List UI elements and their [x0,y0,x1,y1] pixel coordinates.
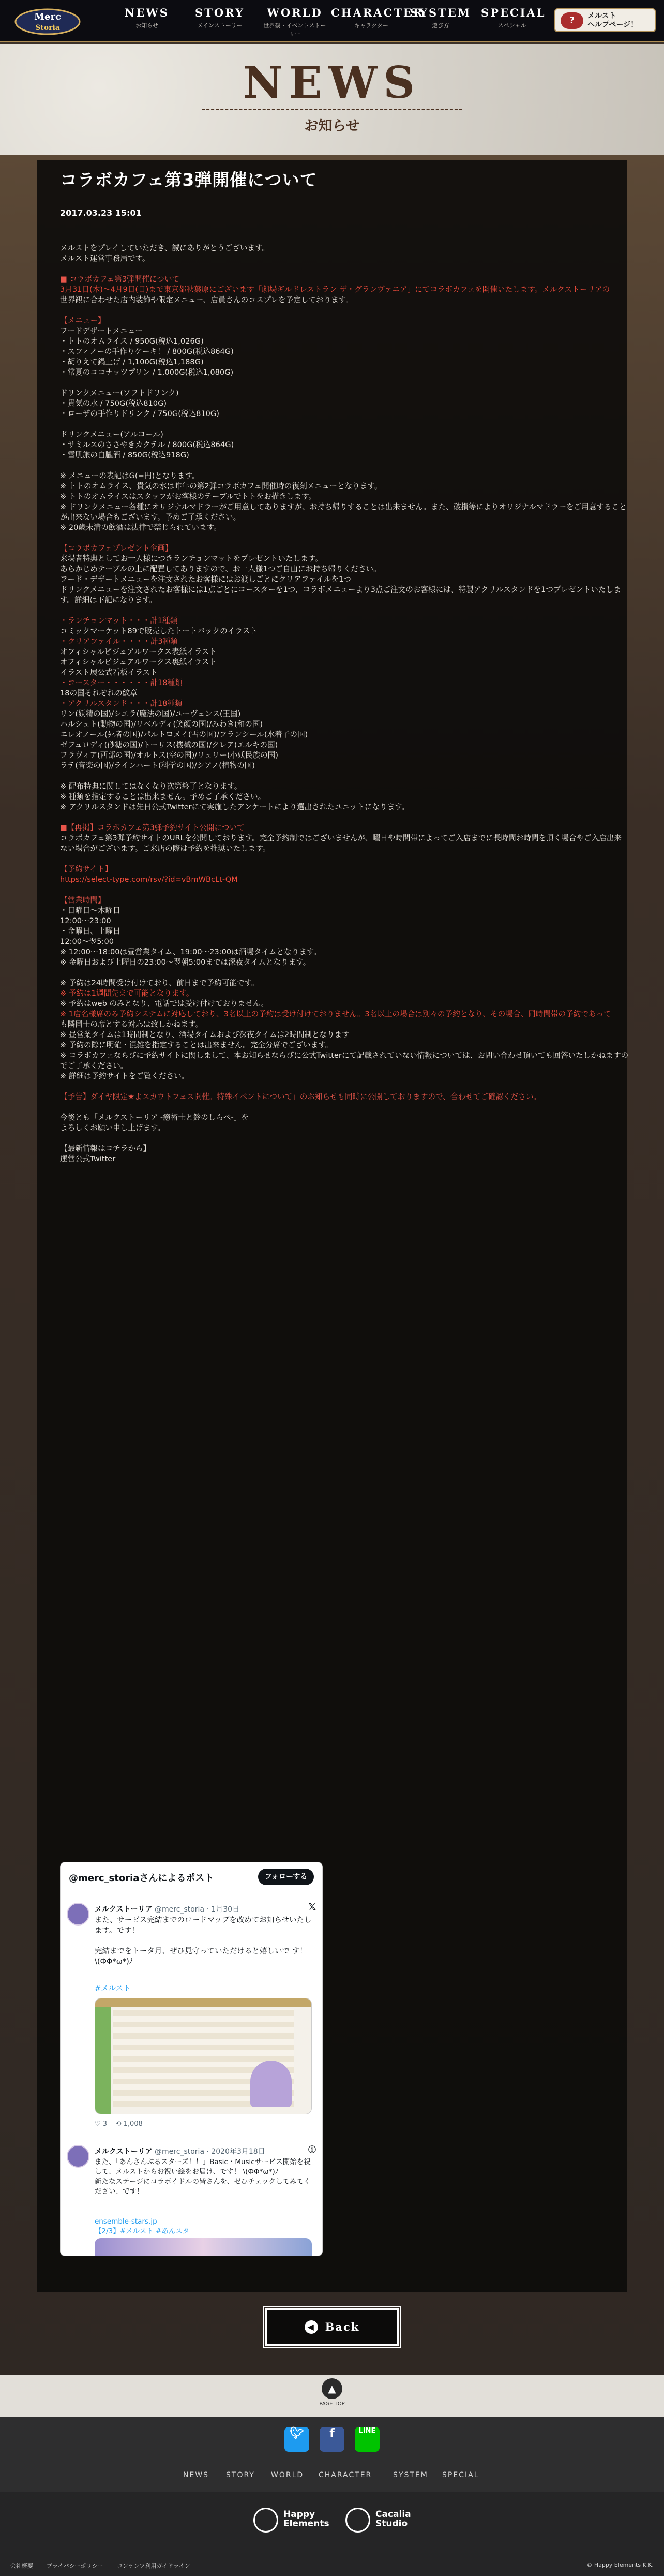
footer-nav-special[interactable]: SPECIAL [442,2471,479,2479]
footer-nav-system[interactable]: SYSTEM [393,2471,428,2479]
article-line: ※ 金曜日および土曜日の23:00〜翌朝5:00までは深夜タイムとなります。 [60,958,311,967]
article-spacer [60,1133,608,1144]
avatar[interactable] [67,1903,89,1926]
article-spacer [60,968,608,978]
nav-news-sub: お知らせ [135,22,158,29]
nav-special-label: SPECIAL [481,6,546,19]
nav-world-sub: 世界観・イベントストーリー [263,22,326,37]
article-line: ・トトのオムライス / 950G(税込1,026G) [60,337,204,346]
page-title: NEWS [243,57,421,108]
article-line: ■【再掲】コラボカフェ第3弾予約サイト公開について [60,823,245,832]
article-line: ※ 20歳未満の飲酒は法律で禁じられています。 [60,523,221,532]
article-line: 【予約サイト】 [60,865,113,874]
article-body [60,243,629,1164]
article-line: ハルシュト(動物の国)/リベルディ(笑顔の国)/みわき(和の国) [60,720,263,729]
article-line: イラスト展公式看板イラスト [60,668,158,677]
article-line: ない場合がございます。ご来店の際は予約を推奨いたします。 [60,844,270,853]
article-line: ※ ドリンクメニュー各種にオリジナルマドラーがご用意してありますが、お持ち帰りすることは出来ません。また、破損等によりオリジナルマドラーをご用意すること [60,502,627,511]
article-line: 【予告】ダイヤ限定★よスカウトフェス開催。特殊イベントについて」のお知らせも同時に公開しておりますので、合わせてご確認ください。 [60,1092,541,1101]
article-line: ※ 予約の際に明確・混雑を指定することは出来ません。完全分席でございます。 [60,1041,333,1049]
page-top-button[interactable] [316,2378,348,2411]
brand-name [375,2510,411,2528]
article-line: オフィシャルビジュアルワークス裏紙イラスト [60,658,217,667]
article-line: ※ 1店名様席のみ予約システムに対応しており、3名以上の予約は受け付けておりません。3名以上の場合は別々の予約となり、その場合、同時間帯の予約であって [60,1010,611,1018]
tweet-hashtag[interactable]: #メルスト [95,1985,131,1993]
article-line: ・コースター・・・・・・計18種類 [60,678,183,687]
x-logo-icon[interactable]: 𝕏 [308,1902,316,1913]
article-spacer [60,305,608,316]
image-band [95,1998,312,2007]
article-line: ※ 予約はweb のみとなり、電話では受け付けておりません。 [60,999,268,1008]
cacalia-studio-logo[interactable] [345,2505,418,2536]
info-icon[interactable]: ⓘ [308,2145,316,2154]
twitter-embed-title: @merc_storiaさんによるポスト [69,1873,214,1884]
article-line: ・雪肌旅の白朧酒 / 850G(税込918G) [60,451,189,460]
footer-nav-character[interactable]: CHARACTER [319,2471,372,2479]
happy-elements-mark [253,2508,278,2533]
article-title: コラボカフェ第3弾開催について [60,170,318,190]
heart-icon[interactable]: ♡ [95,2120,101,2128]
article-line: 今後とも「メルクストーリア -癒術士と鈴のしらべ-」を [60,1113,249,1122]
svg-text:Merc: Merc [34,11,61,22]
article-line: ・貴気の水 / 750G(税込810G) [60,399,167,408]
article-line: ラテ(音楽の国)/ラインハート(科学の国)/シアノ(植物の国) [60,761,255,770]
article-line: 18の国それぞれの紋章 [60,689,138,698]
nav-story[interactable] [189,6,251,37]
article-line: ・スフィノーの手作りケーキ！ / 800G(税込864G) [60,347,234,356]
article-line: も隣同士の席とする対応は致しかねます。 [60,1020,203,1029]
footer-link-guideline[interactable]: コンテンツ利用ガイドライン [117,2563,190,2569]
article-line: 運営公式Twitter [60,1154,116,1163]
article-line: ドリンクメニュー(ソフトドリンク) [60,389,179,397]
article-line: ■ コラボカフェ第3弾開催について [60,275,180,284]
article-line: ※ 配布特典に関してはなくなり次第終了となります。 [60,782,242,791]
happy-elements-logo[interactable] [253,2505,331,2536]
article-line: ※ メニューの表記はG(=円)となります。 [60,471,200,480]
article-line: 【最新情報はコチラから】 [60,1144,151,1153]
article-spacer [60,854,608,864]
page-top-label: PAGE TOP [319,2401,345,2407]
article-line: ・常夏のココナッツプリン / 1,000G(税込1,080G) [60,368,234,377]
nav-story-label: STORY [195,6,245,19]
article-spacer [60,378,608,388]
article-spacer [60,461,608,471]
tweet-text: また、サービス完結までのロードマップを改めてお知らせいたします。です！ 完結までをトータ月、ぜひ見守っていただけると嬉しいで す！ \(ФΦ*ω*)ﾉ [95,1916,312,1966]
article-line: が出来ない場合もございます。予めご了承ください。 [60,513,241,522]
article-line: リン(妖精の国)/シエラ(魔法の国)/ユーヴェンス(王国) [60,709,241,718]
article-line: ・金曜日、土曜日 [60,927,120,936]
article-date: 2017.03.23 15:01 [60,208,142,218]
article-line: 【メニュー】 [60,316,105,325]
tweet-image[interactable] [95,1998,312,2114]
nav-character[interactable] [331,6,424,37]
article-line: メルスト運営事務局です。 [60,254,150,263]
article-line: ※ 予約は24時間受け付けており、前日まで予約可能です。 [60,979,259,987]
article-line: ドリンクメニュー(アルコール) [60,430,163,439]
article-spacer [60,771,608,781]
article-line: ※ 12:00〜18:00は昼営業タイム、19:00〜23:00は酒場タイムとなります。 [60,948,321,956]
article-spacer [60,885,608,895]
footer-nav-world[interactable]: WORLD [271,2471,304,2479]
article-line: ・日曜日〜木曜日 [60,906,120,915]
article-line: ドリンクメニューを注文されたお客様には1点ごとにコースターを1つ、コラボメニューより3点ご注文のお客様には、特製アクリルスタンドを1つプレゼントいたしま [60,585,621,594]
help-line2: ヘルプページ！ [587,21,638,29]
article-spacer [60,1102,608,1113]
article-line: 来場者特典としてお一人様につきランチョンマットをプレゼントいたします。 [60,554,323,563]
twitter-timeline-embed[interactable] [60,1862,323,2256]
nav-character-sub: キャラクター [354,22,388,29]
article-line: 3月31日(木)〜4月9日(日)まで東京都秋葉原にございます「劇場ギルドレストラン ザ・グランヴァニア」にてコラボカフェを開催いたします。メルクストーリアの [60,285,610,294]
tweet-author[interactable] [95,1904,239,1914]
facebook-icon[interactable]: f [320,2427,344,2452]
twitter-embed-header [61,1862,322,1893]
footer-link-privacy[interactable]: プライバシーポリシー [47,2563,103,2569]
retweet-count: 1,008 [123,2120,143,2128]
title-divider [202,109,462,110]
like-count: 3 [102,2120,108,2128]
article-line: 世界観に合わせた店内装飾や限定メニュー、店員さんのコスプレを予定しております。 [60,295,353,304]
nav-character-label: CHARACTER [331,6,424,19]
image-column [95,2007,111,2114]
arrow-left-icon: ◀ [305,2320,318,2334]
article-line: あらかじめテーブルの上に配置してありますので、お一人様1つご自由にお持ち帰りください。 [60,565,381,573]
svg-text:Storia: Storia [35,24,60,32]
article-line: ・サミルスのささやきカクテル / 800G(税込864G) [60,440,234,449]
arrow-up-icon: ▲ [322,2378,342,2399]
nav-system-sub: 遊び方 [432,22,449,29]
avatar[interactable] [67,2145,89,2168]
helper-character-icon: ? [561,12,583,29]
follow-button[interactable]: フォローする [258,1869,314,1885]
tweet-author-name: メルクストーリア [95,1905,153,1914]
article-line: コミックマーケット89で販売したトートバックのイラスト [60,627,258,635]
tweet-image[interactable] [95,2238,312,2256]
article-line: ※ コラボカフェならびに予約サイトに関しまして、本お知らせならびに公式Twitterにて記載されていない情報については、お問い合わせ頂いても回答いたしかねますの [60,1051,629,1060]
article-line: 【営業時間】 [60,896,105,905]
article-line: エレオノール(死者の国)/パルトロメイ(雪の国)/フランシール(水着子の国) [60,730,308,739]
brand-line1: Cacalia [375,2509,411,2520]
back-label: Back [325,2320,360,2333]
tweet-link[interactable]: ensemble-stars.jp [95,2217,157,2226]
footer-nav-news[interactable]: NEWS [183,2471,209,2479]
article-line: ・ローザの手作りドリンク / 750G(税込810G) [60,409,219,418]
retweet-icon[interactable]: ⟲ [115,2120,122,2128]
nav-news[interactable] [116,6,178,37]
brand-line2: Studio [375,2519,408,2529]
twitter-icon[interactable]: 🐦︎ [284,2427,309,2452]
article-line: ※ 昼営業タイムは1時間制となり、酒場タイムおよび深夜タイムは2時間制となります [60,1030,350,1039]
nav-system-label: SYSTEM [410,6,472,19]
tweet-handle-date: @merc_storia · 1月30日 [155,1905,240,1914]
page-subtitle: お知らせ [304,118,360,134]
article-line: ※ トトのオムライス、貴気の水は昨年の第2弾コラボカフェ開催時の復刻メニューとなります。 [60,482,382,491]
article-line: フードデザートメニュー [60,327,143,335]
article-line[interactable]: https://select-type.com/rsv/?id=vBmWBcLt-QM [60,875,238,884]
article-line: ・クリアファイル・・・・計3種類 [60,637,178,646]
article-spacer [60,533,608,543]
merc-storia-logo[interactable] [11,4,89,37]
article-spacer [60,605,608,616]
article-line: ※ 予約は1週間先まで可能となります。 [60,989,194,998]
nav-world-label: WORLD [267,6,323,19]
site-header [0,0,664,42]
tweet-text: また、「あんさんぶるスターズ！！」Basic・Musicサービス開始を祝して、メルストからお祝い絵をお届け、です！ \(ФΦ*ω*)ﾉ 新たなステージにコラボイドルの皆さんを、ゼひチェックしてみてください、です！ [95,2158,311,2196]
nav-special-sub: スペシャル [497,22,526,29]
article-line: す。詳細は下記になります。 [60,596,157,604]
article-line: ※ アクリルスタンドは先日公式Twitterにて実施したアンケートにより選出されたユニットになります。 [60,803,410,811]
article-line: よろしくお願い申し上げます。 [60,1123,165,1132]
article-spacer [60,264,608,274]
article-line: 12:00〜23:00 [60,916,111,925]
article-line: でご了承ください。 [60,1061,128,1070]
page-title-banner [0,44,664,155]
brand-line2: Elements [283,2519,329,2529]
article-spacer [60,1082,608,1092]
article-line: オフィシャルビジュアルワークス表紙イラスト [60,647,217,656]
nav-world[interactable] [261,6,328,37]
cacalia-studio-mark [345,2508,370,2533]
article-line: コラボカフェ第3弾予約サイトのURLを公開しております。完全予約制ではございませんが、曜日や時間帯によってご入店までに長時間お時間を頂く場合やご入店出来 [60,834,622,842]
tweet-author[interactable] [95,2146,265,2156]
nav-news-label: NEWS [125,6,169,19]
tweet-hashtags[interactable]: 【2/3】#メルスト #あんスタ [95,2227,190,2236]
article-spacer [60,812,608,823]
line-icon[interactable]: LINE [355,2427,380,2452]
article-line: 【コラボカフェプレゼント企画】 [60,544,173,553]
article-line: ・ランチョンマット・・・計1種類 [60,616,178,625]
article-line: フラヴィア(西部の国)/オルトス(空の国)/リュリー(小妖民族の国) [60,751,278,760]
article-line: メルストをプレイしていただき、誠にありがとうございます。 [60,244,270,253]
brand-line1: Happy [283,2509,315,2520]
nav-story-sub: メインストーリー [197,22,243,29]
article-line: ※ 種類を指定することは出来ません。予めご了承ください。 [60,792,266,801]
article-line: ※ トトのオムライスはスタッフがお客様のテーブルでトトをお描きします。 [60,492,316,501]
footer-nav-story[interactable]: STORY [226,2471,255,2479]
footer-link-company[interactable]: 会社概要 [10,2563,33,2569]
article-line: ・アクリルスタンド・・・計18種類 [60,699,183,708]
article-line: ゼフュロディ(砂糖の国)/トーリス(機械の国)/クレア(エルキの国) [60,741,278,749]
article-line: 12:00〜翌5:00 [60,937,114,946]
help-line1: メルスト [587,12,616,20]
article-line: ※ 詳細は予約サイトをご覧ください。 [60,1072,189,1080]
article-spacer [60,419,608,430]
nav-system[interactable] [410,6,472,37]
tweet-author-name: メルクストーリア [95,2148,153,2156]
tweet-handle-date: @merc_storia · 2020年3月18日 [155,2148,265,2156]
brand-name [283,2510,329,2528]
article-line: ・胡りえて鍋上げ / 1,100G(税込1,188G) [60,358,204,366]
article-line: フード・デザートメニューを注文されたお客様にはお渡しごとにクリアファイルを1つ [60,575,351,584]
tweet-actions [95,2120,312,2128]
nav-special[interactable] [481,6,546,37]
help-page-button[interactable] [554,8,656,32]
back-button[interactable] [265,2308,399,2346]
copyright: © Happy Elements K.K. [586,2562,654,2568]
image-character [250,2061,292,2107]
